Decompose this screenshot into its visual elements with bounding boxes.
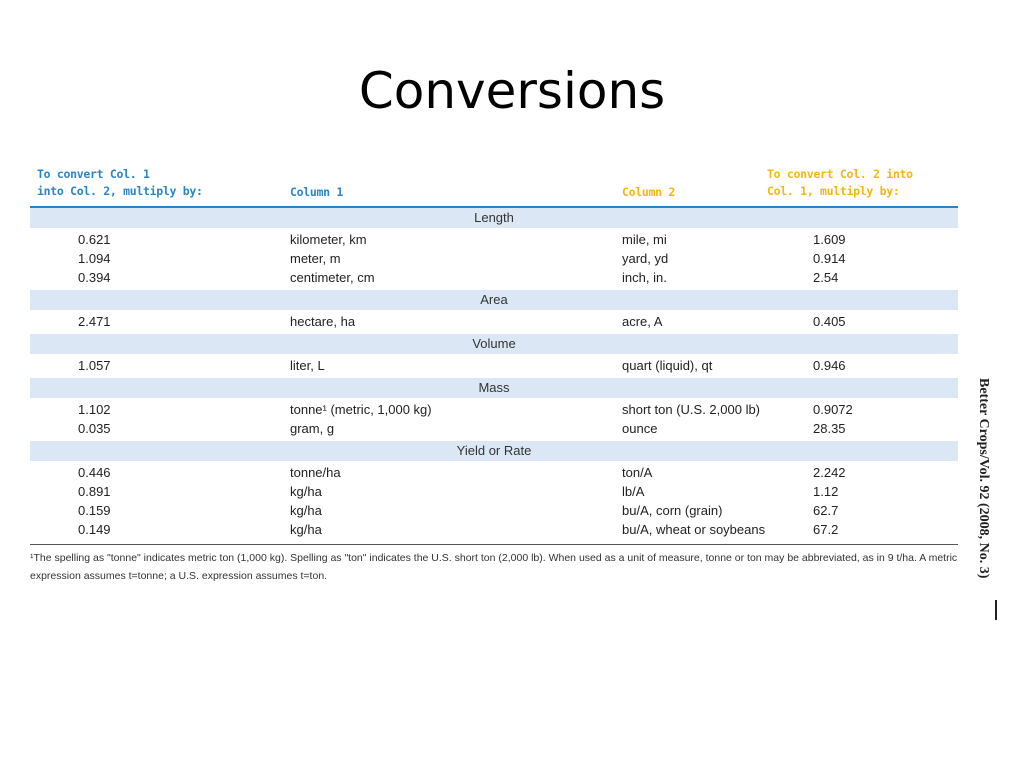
section-header: Length — [30, 208, 958, 228]
section-rows — [30, 354, 958, 378]
factor-col2-to-col1: 2.54 — [813, 270, 839, 285]
table-body — [30, 208, 958, 542]
unit-column1: hectare, ha — [290, 314, 356, 329]
table-row — [30, 230, 958, 249]
factor-col2-to-col1: 28.35 — [813, 421, 846, 436]
unit-column1: kilometer, km — [290, 232, 367, 247]
factor-col1-to-col2: 0.159 — [78, 503, 111, 518]
section-rows — [30, 310, 958, 334]
table-row — [30, 463, 958, 482]
conversion-table — [30, 160, 958, 585]
table-row — [30, 249, 958, 268]
factor-col1-to-col2: 0.035 — [78, 421, 111, 436]
unit-column1: tonne/ha — [290, 465, 341, 480]
section-rows — [30, 461, 958, 542]
table-row — [30, 419, 958, 438]
factor-col1-to-col2: 0.621 — [78, 232, 111, 247]
table-row — [30, 520, 958, 539]
header-col1-to-col2-line2: into Col. 2, multiply by: — [37, 184, 203, 198]
section-header: Mass — [30, 378, 958, 398]
slide-title: Conversions — [358, 62, 666, 120]
table-row — [30, 312, 958, 331]
header-col2-to-col1-line2: Col. 1, multiply by: — [767, 184, 900, 198]
unit-column2: mile, mi — [622, 232, 667, 247]
unit-column1: centimeter, cm — [290, 270, 375, 285]
unit-column1: liter, L — [290, 358, 325, 373]
factor-col2-to-col1: 62.7 — [813, 503, 839, 518]
factor-col1-to-col2: 1.094 — [78, 251, 111, 266]
factor-col1-to-col2: 0.394 — [78, 270, 111, 285]
header-col2-to-col1 — [767, 166, 913, 200]
header-column1: Column 1 — [290, 185, 343, 199]
section-header: Area — [30, 290, 958, 310]
table-row — [30, 400, 958, 419]
factor-col2-to-col1: 1.12 — [813, 484, 839, 499]
unit-column1: kg/ha — [290, 522, 322, 537]
unit-column2: ton/A — [622, 465, 653, 480]
section-rows — [30, 398, 958, 441]
factor-col1-to-col2: 0.891 — [78, 484, 111, 499]
citation-rule — [995, 600, 997, 620]
unit-column1: kg/ha — [290, 503, 322, 518]
unit-column2: lb/A — [622, 484, 645, 499]
header-col1-to-col2 — [37, 166, 203, 200]
header-col2-to-col1-line1: To convert Col. 2 into — [767, 167, 913, 181]
unit-column2: ounce — [622, 421, 658, 436]
unit-column2: acre, A — [622, 314, 663, 329]
unit-column2: inch, in. — [622, 270, 667, 285]
table-row — [30, 268, 958, 287]
table-row — [30, 356, 958, 375]
unit-column2: short ton (U.S. 2,000 lb) — [622, 402, 761, 417]
factor-col2-to-col1: 0.9072 — [813, 402, 853, 417]
section-rows — [30, 228, 958, 290]
factor-col1-to-col2: 0.446 — [78, 465, 111, 480]
table-row — [30, 482, 958, 501]
factor-col2-to-col1: 67.2 — [813, 522, 839, 537]
table-header — [30, 160, 958, 208]
factor-col2-to-col1: 2.242 — [813, 465, 846, 480]
header-column2: Column 2 — [622, 185, 675, 199]
factor-col1-to-col2: 1.102 — [78, 402, 111, 417]
unit-column2: bu/A, wheat or soybeans — [622, 522, 766, 537]
table-bottom-rule — [30, 544, 958, 545]
table-row — [30, 501, 958, 520]
factor-col2-to-col1: 0.914 — [813, 251, 846, 266]
citation: Better Crops/Vol. 92 (2008, No. 3) — [976, 378, 991, 579]
section-header: Volume — [30, 334, 958, 354]
section-header: Yield or Rate — [30, 441, 958, 461]
factor-col2-to-col1: 0.946 — [813, 358, 846, 373]
unit-column1: kg/ha — [290, 484, 322, 499]
unit-column1: gram, g — [290, 421, 335, 436]
factor-col2-to-col1: 0.405 — [813, 314, 846, 329]
factor-col2-to-col1: 1.609 — [813, 232, 846, 247]
header-col1-to-col2-line1: To convert Col. 1 — [37, 167, 150, 181]
unit-column1: tonne¹ (metric, 1,000 kg) — [290, 402, 432, 417]
footnote: ¹The spelling as "tonne" indicates metric ton (1,000 kg). Spelling as "ton" indicates the U.S. short ton (2,000 lb). When used as a unit of measure, tonne or ton may be abbreviated, as in 9 t/ha. A metric expression assumes t=tonne; a U.S. expression assumes t=ton. — [30, 552, 958, 582]
unit-column1: meter, m — [290, 251, 341, 266]
unit-column2: yard, yd — [622, 251, 669, 266]
factor-col1-to-col2: 2.471 — [78, 314, 111, 329]
factor-col1-to-col2: 1.057 — [78, 358, 111, 373]
factor-col1-to-col2: 0.149 — [78, 522, 111, 537]
unit-column2: bu/A, corn (grain) — [622, 503, 723, 518]
unit-column2: quart (liquid), qt — [622, 358, 713, 373]
